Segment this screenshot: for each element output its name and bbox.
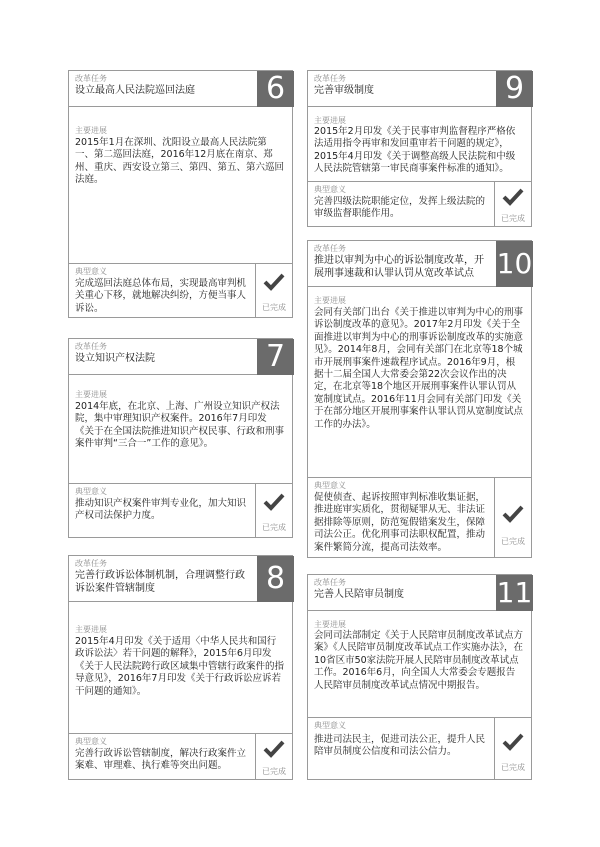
significance-box bbox=[308, 477, 531, 557]
progress-label: 主要进展 bbox=[75, 390, 107, 399]
significance-text: 完善四级法院职能定位，发挥上级法院的审级监督职能作用。 bbox=[314, 196, 486, 220]
checkmark-icon bbox=[263, 272, 285, 292]
card-header bbox=[308, 575, 533, 611]
card-number: 7 bbox=[257, 339, 294, 375]
progress-text: 2015年4月印发《关于适用〈中华人民共和国行政诉讼法〉若干问题的解释》，2015年6月印发《关于人民法院跨行政区域集中管辖行政案件的指导意见》，2016年7月印发《关于行政诉讼应诉若干问题的通知》。 bbox=[75, 636, 285, 697]
completed-badge bbox=[255, 734, 292, 779]
completed-label: 已完成 bbox=[262, 767, 286, 776]
completed-badge bbox=[255, 484, 292, 537]
card-header bbox=[308, 71, 533, 107]
reform-card-7 bbox=[68, 338, 293, 538]
reform-card-8 bbox=[68, 555, 293, 780]
progress-text: 2014年底，在北京、上海、广州设立知识产权法院，集中审理知识产权案件。2016年7月印发《关于在全国法院推进知识产权民事、行政和刑事案件审判“三合一”工作的意见》。 bbox=[75, 401, 285, 450]
card-number: 11 bbox=[496, 576, 533, 609]
checkmark-icon bbox=[263, 739, 285, 759]
checkmark-icon bbox=[502, 732, 524, 752]
significance-text: 促使侦查、起诉按照审判标准收集证据，推进庭审实质化，贯彻疑罪从无、非法证据排除等原则，防范冤假错案发生，保障司法公正。优化刑事司法职权配置，推动案件繁简分流，提高司法效率。 bbox=[314, 492, 486, 553]
task-label: 改革任务 bbox=[314, 74, 346, 83]
completed-badge bbox=[255, 264, 292, 317]
progress-text: 会同司法部制定《关于人民陪审员制度改革试点方案》《人民陪审员制度改革试点工作实施办法》，在10省区市50家法院开展人民陪审员制度改革试点工作。2016年6月，向全国人大常委会专题报告人民陪审员制度改革试点情况中期报告。 bbox=[314, 630, 524, 691]
reform-card-11 bbox=[307, 574, 532, 780]
completed-label: 已完成 bbox=[262, 303, 286, 312]
completed-badge bbox=[494, 718, 531, 779]
task-title: 完善人民陪审员制度 bbox=[314, 589, 404, 600]
progress-text: 会同有关部门出台《关于推进以审判为中心的刑事诉讼制度改革的意见》。2017年2月印发《关于全面推进以审判为中心的刑事诉讼制度改革的实施意见》。2014年8月，会同有关部门在北京等18个城市开展刑事案件速裁程序试点。2016年9月，根据十二届全国人大常委会第22次会议作出的决定，在北京等18个地区开展刑事案件认罪认罚从宽制度试点。2016年11月会同有关部门印发《关于在部分地区开展刑事案件认罪认罚从宽制度试点工作的办法》。 bbox=[314, 307, 524, 430]
progress-label: 主要进展 bbox=[75, 126, 107, 135]
significance-text: 完善行政诉讼管辖制度，解决行政案件立案难、审理难、执行难等突出问题。 bbox=[75, 748, 247, 772]
significance-label: 典型意义 bbox=[75, 487, 107, 496]
significance-label: 典型意义 bbox=[75, 267, 107, 276]
completed-label: 已完成 bbox=[501, 214, 525, 223]
reform-card-6 bbox=[68, 70, 293, 318]
task-label: 改革任务 bbox=[314, 244, 346, 253]
task-label: 改革任务 bbox=[75, 559, 107, 568]
significance-text: 完成巡回法庭总体布局，实现最高审判机关重心下移，就地解决纠纷，方便当事人诉讼。 bbox=[75, 278, 247, 314]
task-label: 改革任务 bbox=[314, 578, 346, 587]
reform-card-10 bbox=[307, 240, 532, 558]
significance-box bbox=[69, 483, 292, 537]
significance-box bbox=[308, 181, 531, 226]
card-number: 8 bbox=[257, 556, 294, 602]
reform-card-9 bbox=[307, 70, 532, 227]
task-title: 完善审级制度 bbox=[314, 85, 374, 96]
significance-box bbox=[69, 733, 292, 779]
completed-label: 已完成 bbox=[262, 523, 286, 532]
progress-label: 主要进展 bbox=[314, 296, 346, 305]
card-number: 9 bbox=[496, 71, 533, 107]
card-header bbox=[69, 71, 294, 107]
progress-label: 主要进展 bbox=[314, 620, 346, 629]
significance-box bbox=[308, 717, 531, 779]
progress-label: 主要进展 bbox=[75, 625, 107, 634]
task-title: 完善行政诉讼体制机制，合理调整行政诉讼案件管辖制度 bbox=[75, 570, 245, 594]
task-title: 设立知识产权法院 bbox=[75, 353, 155, 364]
task-label: 改革任务 bbox=[75, 74, 107, 83]
progress-text: 2015年2月印发《关于民事审判监督程序严格依法适用指令再审和发回重审若干问题的规定》，2015年4月印发《关于调整高级人民法院和中级人民法院管辖第一审民商事案件标准的通知》。 bbox=[314, 126, 516, 175]
card-number: 10 bbox=[496, 241, 533, 287]
completed-label: 已完成 bbox=[501, 537, 525, 546]
significance-label: 典型意义 bbox=[314, 721, 346, 730]
completed-badge bbox=[494, 478, 531, 557]
checkmark-icon bbox=[502, 187, 524, 207]
card-number: 6 bbox=[257, 71, 294, 107]
significance-box bbox=[69, 263, 292, 317]
card-header bbox=[69, 556, 294, 602]
card-header bbox=[69, 339, 294, 375]
completed-badge bbox=[494, 182, 531, 226]
progress-text: 2015年1月在深圳、沈阳设立最高人民法院第一、第二巡回法庭，2016年12月底在南京、郑州、重庆、西安设立第三、第四、第五、第六巡回法庭。 bbox=[75, 137, 285, 186]
progress-label: 主要进展 bbox=[314, 116, 346, 125]
significance-label: 典型意义 bbox=[75, 737, 107, 746]
completed-label: 已完成 bbox=[501, 763, 525, 772]
checkmark-icon bbox=[263, 492, 285, 512]
significance-text: 推进司法民主，促进司法公正，提升人民陪审员制度公信度和司法公信力。 bbox=[314, 734, 486, 758]
significance-text: 推动知识产权案件审判专业化，加大知识产权司法保护力度。 bbox=[75, 498, 247, 522]
checkmark-icon bbox=[502, 504, 524, 524]
significance-label: 典型意义 bbox=[314, 185, 346, 194]
card-header bbox=[308, 241, 533, 287]
task-label: 改革任务 bbox=[75, 342, 107, 351]
significance-label: 典型意义 bbox=[314, 481, 346, 490]
task-title: 设立最高人民法院巡回法庭 bbox=[75, 85, 195, 96]
task-title: 推进以审判为中心的诉讼制度改革，开展刑事速裁和认罪认罚从宽改革试点 bbox=[314, 255, 484, 279]
